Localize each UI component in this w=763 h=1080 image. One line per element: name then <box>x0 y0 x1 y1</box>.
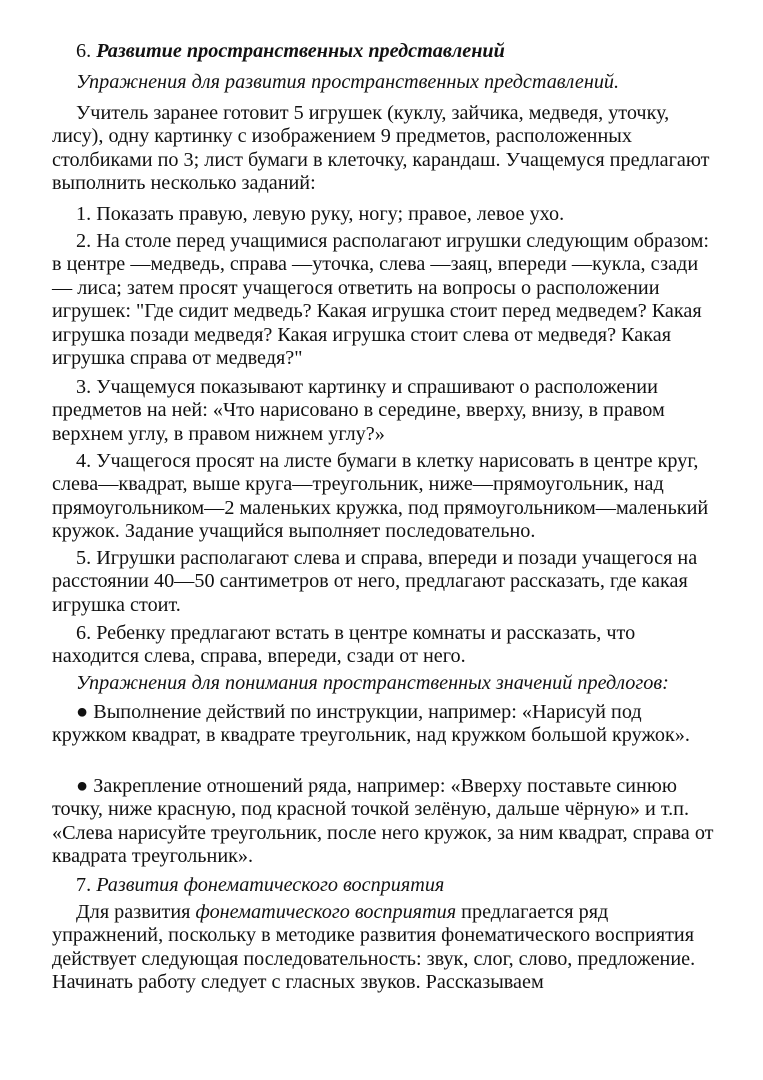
section-number: 7. <box>76 874 97 896</box>
section-7-heading <box>52 874 716 897</box>
bullet-item-2: ● Закрепление отношений ряда, например: «Вверху поставьте синюю точку, ниже красную, под красной точкой зелёную, дальше чёрную» и т.п. «Слева нарисуйте треугольник, после него кружок, за ним квадрат, справа от квадрата треугольник». <box>52 775 714 868</box>
section-number: 6. <box>76 40 97 62</box>
bullet-item-1: ● Выполнение действий по инструкции, например: «Нарисуй под кружком квадрат, в квадрате треугольник, над кружком большой кружок». <box>52 701 690 747</box>
list-item-5: 5. Игрушки располагают слева и справа, впереди и позади учащегося на расстоянии 40—50 сантиметров от него, предлагают рассказать, где какая игрушка стоит. <box>52 547 698 616</box>
list-item-6: 6. Ребенку предлагают встать в центре комнаты и рассказать, что находится слева, справа, впереди, сзади от него. <box>52 622 636 668</box>
list-item-2: 2. На столе перед учащимися располагают игрушки следующим образом: в центре —медведь, справа —уточка, слева —заяц, впереди —кукла, сзади — лиса; затем просят учащегося ответить на вопросы о расположении игрушек: "Где сидит медведь? Какая игрушка стоит перед медведем? Какая игрушка позади медведя? Какая игрушка стоит слева от медведя? Какая игрушка справа от медведя?" <box>52 230 710 370</box>
list-item-1: 1. Показать правую, левую руку, ногу; правое, левое ухо. <box>76 203 565 225</box>
subheading-prepositions: Упражнения для понимания пространственных значений предлогов: <box>76 672 669 694</box>
final-paragraph <box>52 901 716 995</box>
section-title: Развитие пространственных представлений <box>96 40 505 62</box>
list-item-3: 3. Учащемуся показывают картинку и спрашивают о расположении предметов на ней: «Что нарисовано в середине, вверху, внизу, в правом верхнем углу, в правом нижнем углу?» <box>52 376 665 445</box>
subheading-spatial-exercises: Упражнения для развития пространственных представлений. <box>76 71 620 93</box>
final-text-rest: предлагается ряд упражнений, поскольку в методике развития фонематического восприятия действует следующая последовательность: звук, слог, слово, предложение. Начинать работу следует с гласных звуков. Рассказываем <box>52 901 696 994</box>
final-text-emphasis: фонематического восприятия <box>195 901 457 923</box>
intro-paragraph: Учитель заранее готовит 5 игрушек (куклу, зайчика, медведя, уточку, лису), одну картинку с изображением 9 предметов, расположенных столбиками по 3; лист бумаги в клеточку, карандаш. Учащемуся предлагают выполнить несколько заданий: <box>52 102 710 195</box>
section-6-heading <box>52 40 716 63</box>
list-item-4: 4. Учащегося просят на листе бумаги в клетку нарисовать в центре круг, слева—квадрат, выше круга—треугольник, ниже—прямоугольник, над прямоугольником—2 маленьких кружка, под прямоугольником—маленький кружок. Задание учащийся выполняет последовательно. <box>52 450 709 543</box>
final-text-start: Для развития <box>76 901 196 923</box>
section-title: Развития фонематического восприятия <box>96 874 445 896</box>
